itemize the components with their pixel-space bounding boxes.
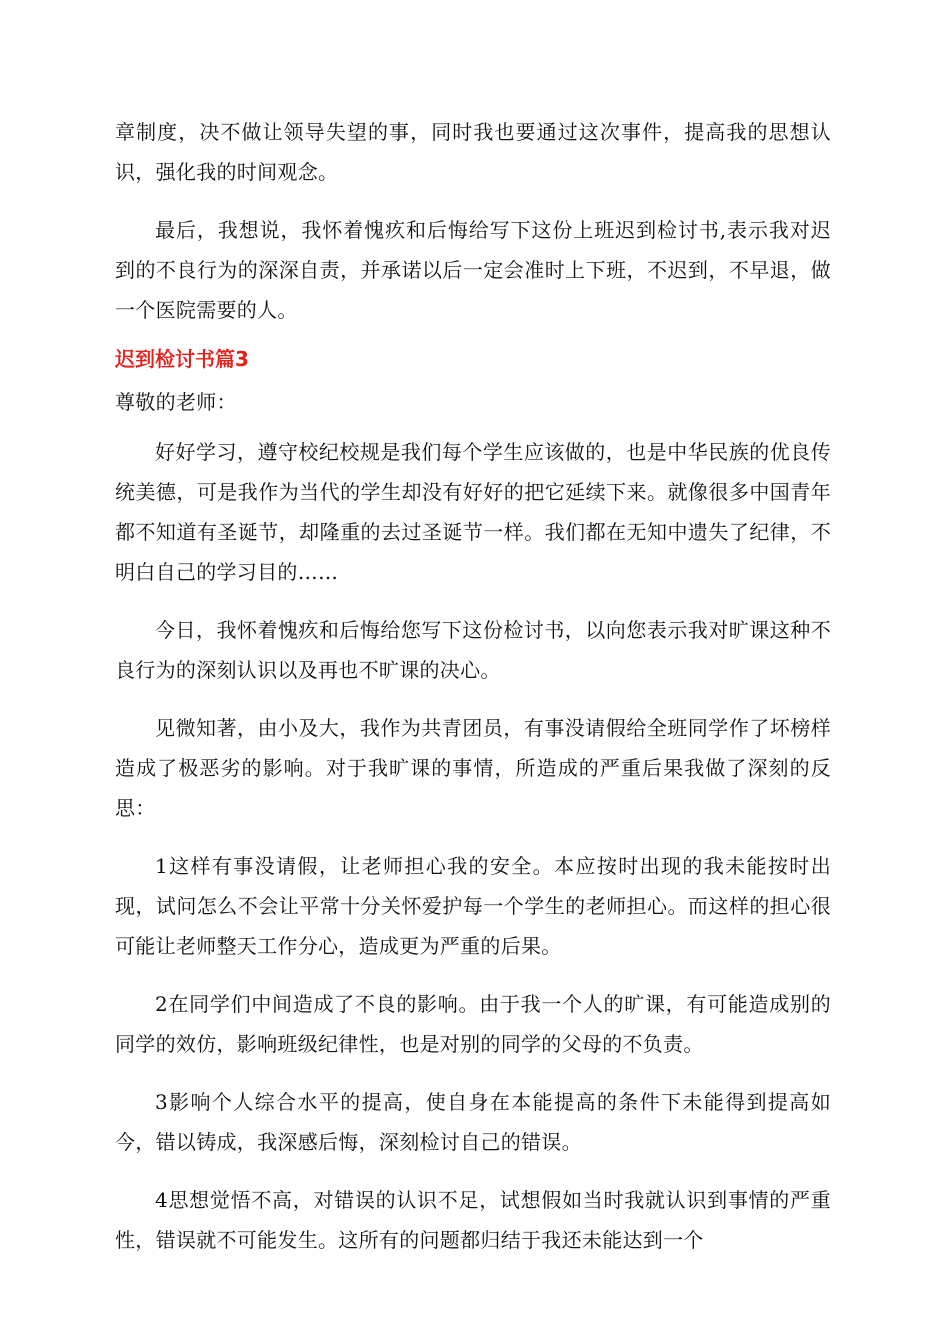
list-paragraph-1: 1这样有事没请假，让老师担心我的安全。本应按时出现的我未能按时出现，试问怎么不会让平常十分关怀爱护每一个学生的老师担心。而这样的担心很可能让老师整天工作分心，造成更为严重的后果。 [115, 854, 831, 958]
paragraph-closing: 最后，我想说，我怀着愧疚和后悔给写下这份上班迟到检讨书,表示我对迟到的不良行为的深深自责，并承诺以后一定会准时上下班，不迟到，不早退，做一个医院需要的人。 [115, 218, 831, 322]
section-heading: 迟到检讨书篇3 [115, 347, 249, 371]
paragraph: 好好学习，遵守校纪校规是我们每个学生应该做的，也是中华民族的优良传统美德，可是我作为当代的学生却没有好好的把它延续下来。就像很多中国青年都不知道有圣诞节，却隆重的去过圣诞节一样。我们都在无知中遗失了纪律，不明白自己的学习目的…… [115, 440, 831, 584]
paragraph: 今日，我怀着愧疚和后悔给您写下这份检讨书，以向您表示我对旷课这种不良行为的深刻认识以及再也不旷课的决心。 [115, 618, 831, 682]
list-paragraph-4: 4思想觉悟不高，对错误的认识不足，试想假如当时我就认识到事情的严重性，错误就不可能发生。这所有的问题都归结于我还未能达到一个 [115, 1188, 831, 1252]
paragraph: 见微知著，由小及大，我作为共青团员，有事没请假给全班同学作了坏榜样造成了极恶劣的影响。对于我旷课的事情，所造成的严重后果我做了深刻的反思： [115, 716, 831, 820]
list-paragraph-2: 2在同学们中间造成了不良的影响。由于我一个人的旷课，有可能造成别的同学的效仿，影响班级纪律性，也是对别的同学的父母的不负责。 [115, 992, 831, 1056]
list-paragraph-3: 3影响个人综合水平的提高，使自身在本能提高的条件下未能得到提高如今，错以铸成，我深感后悔，深刻检讨自己的错误。 [115, 1090, 831, 1154]
paragraph-continued: 章制度，决不做让领导失望的事，同时我也要通过这次事件，提高我的思想认识，强化我的时间观念。 [115, 120, 831, 184]
salutation: 尊敬的老师： [115, 390, 237, 414]
document-body [115, 112, 831, 1260]
